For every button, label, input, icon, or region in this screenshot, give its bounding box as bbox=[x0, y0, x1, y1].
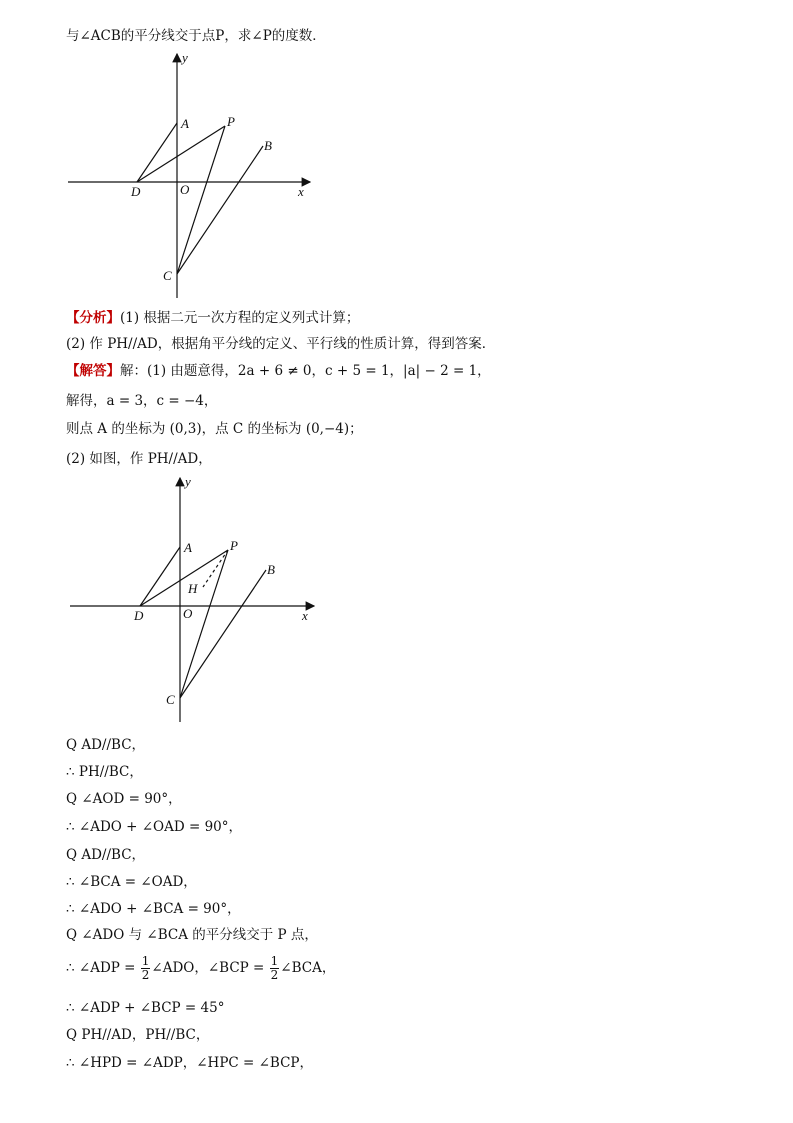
label-p: P bbox=[230, 538, 238, 553]
label-o: O bbox=[180, 182, 190, 197]
label-y: y bbox=[185, 474, 191, 489]
label-a: A bbox=[181, 116, 189, 131]
proof-line-8: Q ∠ADO 与 ∠BCA 的平分线交于 P 点， bbox=[66, 927, 318, 943]
label-x: x bbox=[298, 184, 304, 199]
proof-line-1: Q AD//BC， bbox=[66, 737, 146, 753]
label-o: O bbox=[183, 606, 193, 621]
proof-line-9-part-a: ∴ ∠ADP = bbox=[66, 960, 136, 976]
label-p: P bbox=[227, 114, 235, 129]
label-a: A bbox=[184, 540, 192, 555]
solution-tag: 【解答】 bbox=[66, 363, 120, 379]
segment-ph-dashed bbox=[203, 550, 228, 587]
analysis-tag: 【分析】 bbox=[66, 310, 120, 326]
label-d: D bbox=[134, 608, 144, 623]
analysis-line-1 bbox=[66, 309, 359, 327]
analysis-text-1: (1) 根据二元一次方程的定义列式计算； bbox=[120, 310, 360, 326]
segment-dp bbox=[137, 126, 225, 182]
proof-line-9 bbox=[66, 955, 335, 982]
analysis-line-2: (2) 作 PH//AD，根据角平分线的定义、平行线的性质计算，得到答案． bbox=[66, 336, 496, 352]
proof-line-7: ∴ ∠ADO + ∠BCA = 90°， bbox=[66, 901, 241, 917]
solution-line-2: 解得，a = 3，c = −4， bbox=[66, 393, 218, 409]
label-c: C bbox=[166, 692, 175, 707]
fraction-denominator: 2 bbox=[141, 968, 150, 982]
proof-line-2: ∴ PH//BC， bbox=[66, 764, 143, 780]
segment-cp bbox=[180, 550, 228, 698]
figure-1-coordinate-diagram bbox=[60, 48, 320, 303]
fraction-numerator: 1 bbox=[141, 954, 150, 968]
label-y: y bbox=[182, 50, 188, 65]
label-c: C bbox=[163, 268, 172, 283]
proof-line-9-part-c: ∠BCA， bbox=[280, 960, 336, 976]
fraction-one-half bbox=[141, 955, 151, 982]
segment-da bbox=[137, 123, 177, 182]
solution-line-3: 则点 A 的坐标为 (0,3)，点 C 的坐标为 (0,−4)； bbox=[66, 421, 363, 437]
solution-line-1 bbox=[66, 362, 491, 380]
fraction-one-half bbox=[270, 955, 280, 982]
proof-line-9-part-b: ∠ADO，∠BCP = bbox=[151, 960, 265, 976]
segment-da bbox=[140, 547, 180, 606]
label-b: B bbox=[264, 138, 272, 153]
segment-cb bbox=[177, 146, 263, 274]
label-b: B bbox=[267, 562, 275, 577]
proof-line-5: Q AD//BC， bbox=[66, 847, 146, 863]
label-d: D bbox=[131, 184, 141, 199]
problem-line: 与∠ACB的平分线交于点P，求∠P的度数． bbox=[66, 28, 326, 44]
proof-line-6: ∴ ∠BCA = ∠OAD， bbox=[66, 874, 197, 890]
proof-line-11: Q PH//AD，PH//BC， bbox=[66, 1027, 210, 1043]
proof-line-12: ∴ ∠HPD = ∠ADP，∠HPC = ∠BCP， bbox=[66, 1055, 314, 1071]
segment-dp bbox=[140, 550, 228, 606]
label-x: x bbox=[302, 608, 308, 623]
fraction-numerator: 1 bbox=[270, 954, 279, 968]
proof-line-10: ∴ ∠ADP + ∠BCP = 45° bbox=[66, 1000, 225, 1016]
proof-line-3: Q ∠AOD = 90°， bbox=[66, 791, 182, 807]
solution-line-4: (2) 如图，作 PH//AD， bbox=[66, 451, 212, 467]
figure-2-coordinate-diagram bbox=[60, 472, 325, 727]
segment-cp bbox=[177, 126, 225, 274]
solution-text-1: 解：(1) 由题意得，2a + 6 ≠ 0，c + 5 = 1，|a| − 2 = 1， bbox=[120, 363, 491, 379]
proof-line-4: ∴ ∠ADO + ∠OAD = 90°， bbox=[66, 819, 243, 835]
label-h: H bbox=[188, 581, 198, 596]
fraction-denominator: 2 bbox=[270, 968, 279, 982]
